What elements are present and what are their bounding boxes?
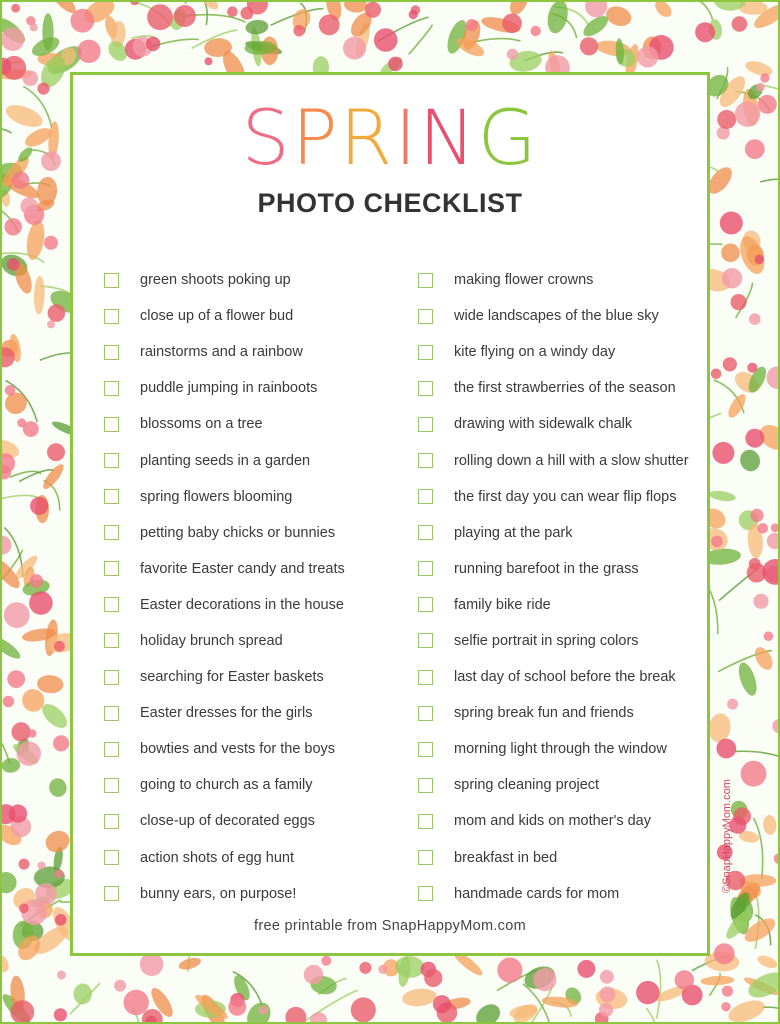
- page-subtitle: PHOTO CHECKLIST: [257, 188, 523, 218]
- checklist-item-label: favorite Easter candy and treats: [140, 560, 345, 577]
- copyright-notice: ©SnapHappyMom.com: [721, 779, 733, 893]
- checklist-item: [104, 479, 414, 515]
- checklist-item-label: close-up of decorated eggs: [140, 813, 315, 830]
- checklist-item: [104, 406, 414, 442]
- checklist-item: [104, 840, 414, 876]
- checklist-item-label: planting seeds in a garden: [140, 452, 311, 469]
- checklist-item: [418, 551, 728, 587]
- checklist-item-label: going to church as a family: [140, 777, 313, 794]
- checkbox[interactable]: [418, 561, 433, 576]
- checkbox[interactable]: [418, 597, 433, 612]
- checklist-item-label: morning light through the window: [454, 741, 667, 758]
- checklist-item-label: playing at the park: [454, 524, 573, 541]
- checkbox[interactable]: [104, 561, 119, 576]
- checklist-item: [104, 515, 414, 551]
- checklist-item-label: kite flying on a windy day: [454, 344, 616, 361]
- checkbox[interactable]: [418, 489, 433, 504]
- checklist-item-label: Easter decorations in the house: [140, 596, 344, 613]
- checkbox[interactable]: [104, 273, 119, 288]
- checklist-item: [104, 876, 414, 912]
- checklist-item-label: action shots of egg hunt: [140, 849, 294, 866]
- checklist-item: [418, 479, 728, 515]
- checklist-right-column: [418, 262, 728, 912]
- checklist-item-label: rolling down a hill with a slow shutter: [454, 452, 689, 469]
- checklist-item: [104, 370, 414, 406]
- checkbox[interactable]: [104, 886, 119, 901]
- checklist-item: [418, 623, 728, 659]
- checklist-item-label: green shoots poking up: [140, 272, 291, 289]
- checkbox[interactable]: [418, 886, 433, 901]
- checklist-item-label: the first day you can wear flip flops: [454, 488, 677, 505]
- checklist-item-label: breakfast in bed: [454, 849, 558, 866]
- checklist-item: [104, 298, 414, 334]
- checklist-item: [104, 623, 414, 659]
- checkbox[interactable]: [104, 309, 119, 324]
- checklist-item-label: puddle jumping in rainboots: [140, 380, 318, 397]
- checklist-item: [418, 370, 728, 406]
- checkbox[interactable]: [418, 850, 433, 865]
- checklist-left-column: [104, 262, 414, 912]
- checklist-item-label: holiday brunch spread: [140, 632, 283, 649]
- checklist-item: [418, 442, 728, 478]
- checklist-item-label: making flower crowns: [454, 272, 594, 289]
- checklist-item: [418, 767, 728, 803]
- checklist-item: [104, 262, 414, 298]
- checklist-item-label: bunny ears, on purpose!: [140, 885, 297, 902]
- checkbox[interactable]: [418, 381, 433, 396]
- checklist-item: [418, 587, 728, 623]
- checklist-item-label: handmade cards for mom: [454, 885, 620, 902]
- checkbox[interactable]: [104, 778, 119, 793]
- checklist-item: [418, 515, 728, 551]
- checklist-item: [418, 731, 728, 767]
- checkbox[interactable]: [418, 309, 433, 324]
- checklist-item-label: spring cleaning project: [454, 777, 600, 794]
- checklist-item: [418, 406, 728, 442]
- checklist-item: [104, 587, 414, 623]
- checkbox[interactable]: [104, 489, 119, 504]
- checklist-item-label: bowties and vests for the boys: [140, 741, 336, 758]
- checkbox[interactable]: [418, 453, 433, 468]
- title-letter: G: [477, 93, 539, 182]
- checkbox[interactable]: [104, 814, 119, 829]
- checklist-item: [104, 659, 414, 695]
- checkbox[interactable]: [418, 742, 433, 757]
- checkbox[interactable]: [104, 633, 119, 648]
- checklist-item-label: blossoms on a tree: [140, 416, 263, 433]
- checklist-item: [418, 659, 728, 695]
- checklist-item: [104, 695, 414, 731]
- checklist-item: [104, 803, 414, 839]
- checkbox[interactable]: [418, 273, 433, 288]
- checklist-item: [104, 767, 414, 803]
- checkbox[interactable]: [104, 453, 119, 468]
- checkbox[interactable]: [418, 633, 433, 648]
- checklist-item-label: drawing with sidewalk chalk: [454, 416, 633, 433]
- checklist-item: [418, 262, 728, 298]
- checkbox[interactable]: [418, 417, 433, 432]
- checkbox[interactable]: [418, 814, 433, 829]
- title-letter: I: [394, 93, 419, 182]
- checklist-item: [104, 442, 414, 478]
- checklist-item: [418, 334, 728, 370]
- checkbox[interactable]: [104, 525, 119, 540]
- title-letter: S: [241, 93, 292, 182]
- checkbox[interactable]: [104, 670, 119, 685]
- checklist-item-label: wide landscapes of the blue sky: [454, 308, 659, 325]
- checkbox[interactable]: [418, 778, 433, 793]
- checklist-item-label: selfie portrait in spring colors: [454, 632, 639, 649]
- checklist-item: [418, 298, 728, 334]
- checklist-item: [418, 803, 728, 839]
- checklist-item-label: close up of a flower bud: [140, 308, 294, 325]
- checklist-item-label: the first strawberries of the season: [454, 380, 676, 397]
- checklist-item: [418, 876, 728, 912]
- checkbox[interactable]: [418, 706, 433, 721]
- title-letter: R: [339, 93, 395, 182]
- checklist-item-label: searching for Easter baskets: [140, 669, 324, 686]
- checklist-item: [104, 731, 414, 767]
- checkbox[interactable]: [104, 742, 119, 757]
- checklist-item-label: rainstorms and a rainbow: [140, 344, 303, 361]
- checklist-item-label: running barefoot in the grass: [454, 560, 639, 577]
- page-title: [0, 93, 780, 182]
- checkbox[interactable]: [104, 381, 119, 396]
- checklist-item-label: mom and kids on mother's day: [454, 813, 651, 830]
- checklist-item-label: family bike ride: [454, 596, 551, 613]
- checkbox[interactable]: [104, 417, 119, 432]
- checkbox[interactable]: [104, 597, 119, 612]
- checkbox[interactable]: [418, 525, 433, 540]
- title-letter: N: [418, 93, 478, 182]
- checklist-item-label: petting baby chicks or bunnies: [140, 524, 336, 541]
- checkbox[interactable]: [104, 850, 119, 865]
- checkbox[interactable]: [104, 345, 119, 360]
- checklist-item: [104, 334, 414, 370]
- checklist-item-label: last day of school before the break: [454, 669, 676, 686]
- checkbox[interactable]: [418, 345, 433, 360]
- checklist-item: [418, 695, 728, 731]
- title-letter: P: [291, 93, 340, 182]
- checklist-item: [104, 551, 414, 587]
- checklist-item-label: spring break fun and friends: [454, 705, 634, 722]
- checkbox[interactable]: [418, 670, 433, 685]
- checklist-item-label: spring flowers blooming: [140, 488, 293, 505]
- footer-credit: free printable from SnapHappyMom.com: [254, 918, 526, 934]
- checkbox[interactable]: [104, 706, 119, 721]
- checklist-item: [418, 840, 728, 876]
- checklist-item-label: Easter dresses for the girls: [140, 705, 313, 722]
